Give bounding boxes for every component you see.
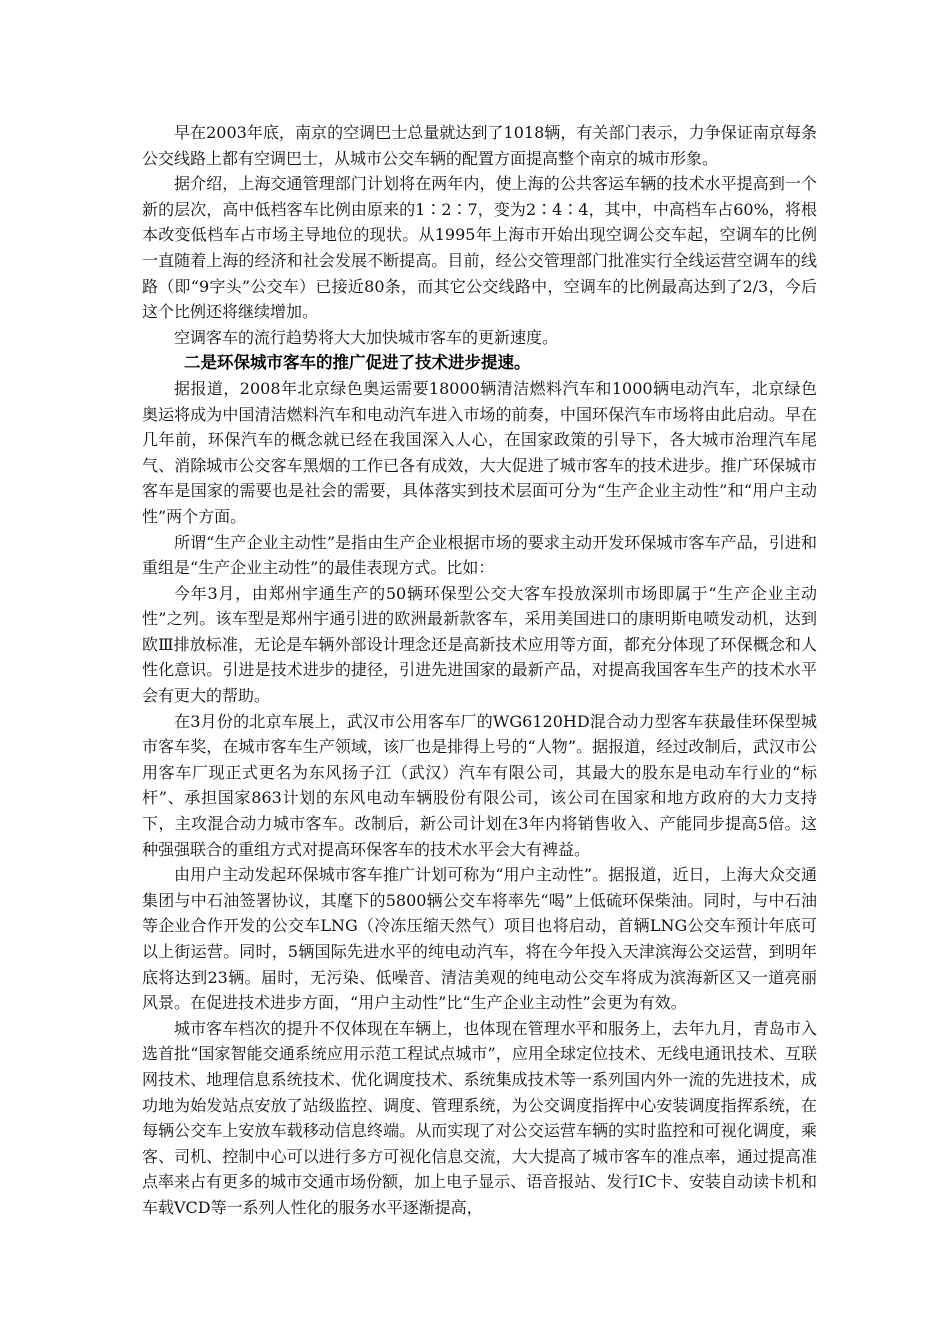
document-body bbox=[142, 120, 817, 1221]
paragraph-ac-trend: 空调客车的流行趋势将大大加快城市客车的更新速度。 bbox=[174, 327, 559, 347]
paragraph-user-initiative: 由用户主动发起环保城市客车推广计划可称为“用户主动性”。据报道，近日，上海大众交通集团与中石油签署协议，其麾下的5800辆公交车将率先“喝”上低硫环保柴油。同时，与中石油等企业合作开发的公交车LNG（冷冻压缩天然气）项目也将启动，首辆LNG公交车预计年底可以上街运营。同时，5辆国际先进水平的纯电动汽车，将在今年投入天津滨海公交运营，到明年底将达到23辆。届时，无污染、低噪音、清洁美观的纯电动公交车将成为滨海新区又一道亮丽风景。在促进技术进步方面，“用户主动性”比“生产企业主动性”会更为有效。 bbox=[142, 865, 817, 1013]
section-heading: 二是环保城市客车的推广促进了技术进步提速。 bbox=[184, 353, 531, 373]
paragraph-wuhan: 在3月份的北京车展上，武汉市公用客车厂的WG6120HD混合动力型客车获最佳环保型城市客车奖，在城市客车生产领域，该厂也是排得上号的“人物”。据报道，经过改制后，武汉市公用客车厂现正式更名为东风扬子江（武汉）汽车有限公司，其最大的股东是电动车行业的“标杆”、承担国家863计划的东风电动车辆股份有限公司，该公司在国家和地方政府的大力支持下，主攻混合动力城市客车。改制后，新公司计划在3年内将销售收入、产能同步提高5倍。这种强强联合的重组方式对提高环保客车的技术水平会大有裨益。 bbox=[142, 711, 817, 859]
paragraph-shanghai-plan: 据介绍，上海交通管理部门计划将在两年内，使上海的公共客运车辆的技术水平提高到一个新的层次，高中低档客车比例由原来的1∶2∶7，变为2∶4∶4，其中，中高档车占60%，将根本改变低档车占市场主导地位的现状。从1995年上海市开始出现空调公交车起，空调车的比例一直随着上海的经济和社会发展不断提高。目前，经公交管理部门批准实行全线运营空调车的线路（即“9字头”公交车）已接近80条，而其它公交线路中，空调车的比例最高达到了2/3，今后这个比例还将继续增加。 bbox=[142, 174, 817, 322]
paragraph-qingdao: 城市客车档次的提升不仅体现在车辆上，也体现在管理水平和服务上，去年九月，青岛市入选首批“国家智能交通系统应用示范工程试点城市”，应用全球定位技术、无线电通讯技术、互联网技术、地理信息系统技术、优化调度技术、系统集成技术等一系列国内外一流的先进技术，成功地为始发站点安放了站级监控、调度、管理系统，为公交调度指挥中心安装调度指挥系统，在每辆公交车上安放车载移动信息终端。从而实现了对公交运营车辆的实时监控和可视化调度，乘客、司机、控制中心可以进行多方可视化信息交流，大大提高了城市客车的准点率，通过提高准点率来占有更多的城市交通市场份额，加上电子显示、语音报站、发行IC卡、安装自动读卡机和车载VCD等一系列人性化的服务水平逐渐提高， bbox=[142, 1018, 817, 1217]
paragraph-nanjing-buses: 早在2003年底，南京的空调巴士总量就达到了1018辆，有关部门表示，力争保证南京每条公交线路上都有空调巴士，从城市公交车辆的配置方面提高整个南京的城市形象。 bbox=[142, 123, 817, 168]
paragraph-yutong: 今年3月，由郑州宇通生产的50辆环保型公交大客车投放深圳市场即属于“生产企业主动性”之列。该车型是郑州宇通引进的欧洲最新款客车，采用美国进口的康明斯电喷发动机，达到欧Ⅲ排放标准，无论是车辆外部设计理念还是高新技术应用等方面，都充分体现了环保概念和人性化意识。引进是技术进步的捷径，引进先进国家的最新产品，对提高我国客车生产的技术水平会有更大的帮助。 bbox=[142, 583, 817, 706]
paragraph-producer-initiative: 所谓“生产企业主动性”是指由生产企业根据市场的要求主动开发环保城市客车产品，引进和重组是“生产企业主动性”的最佳表现方式。比如： bbox=[142, 532, 817, 578]
paragraph-beijing-olympics: 据报道，2008年北京绿色奥运需要18000辆清洁燃料汽车和1000辆电动汽车，北京绿色奥运将成为中国清洁燃料汽车和电动汽车进入市场的前奏，中国环保汽车市场将由此启动。早在几年前，环保汽车的概念就已经在我国深入人心，在国家政策的引导下，各大城市治理汽车尾气、消除城市公交客车黑烟的工作已各有成效，大大促进了城市客车的技术进步。推广环保城市客车是国家的需要也是社会的需要，具体落实到技术层面可分为“生产企业主动性”和“用户主动性”两个方面。 bbox=[142, 378, 817, 526]
